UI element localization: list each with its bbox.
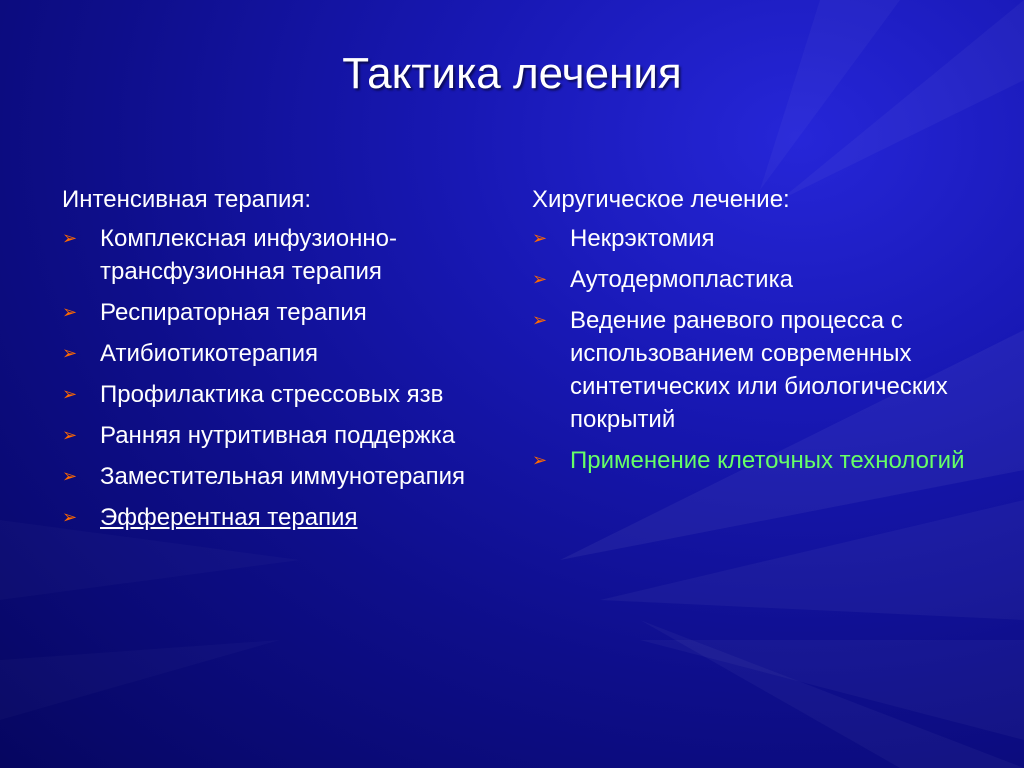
list-item-text: Аутодермопластика bbox=[570, 266, 793, 293]
arrow-bullet-icon: ➢ bbox=[532, 450, 548, 470]
arrow-bullet-icon: ➢ bbox=[532, 310, 548, 330]
slide-title: Тактика лечения bbox=[342, 49, 682, 98]
list-item-text: Ранняя нутритивная поддержка bbox=[100, 422, 456, 449]
right-list bbox=[532, 222, 982, 477]
list-item bbox=[62, 337, 482, 370]
arrow-bullet-icon: ➢ bbox=[62, 384, 78, 404]
right-heading: Хиругическое лечение: bbox=[532, 186, 790, 213]
arrow-bullet-icon: ➢ bbox=[62, 343, 78, 363]
left-list bbox=[62, 222, 482, 534]
arrow-bullet-icon: ➢ bbox=[532, 269, 548, 289]
list-item-text: Некрэктомия bbox=[570, 225, 715, 252]
list-item-text: Эфферентная терапия bbox=[100, 504, 358, 531]
list-item bbox=[62, 501, 482, 534]
list-item bbox=[62, 378, 482, 411]
arrow-bullet-icon: ➢ bbox=[62, 228, 78, 248]
left-column bbox=[62, 182, 482, 542]
list-item bbox=[62, 296, 482, 329]
arrow-bullet-icon: ➢ bbox=[62, 302, 78, 322]
list-item-text: Заместительная иммунотерапия bbox=[100, 463, 466, 490]
arrow-bullet-icon: ➢ bbox=[62, 425, 78, 445]
left-heading: Интенсивная терапия: bbox=[62, 186, 312, 213]
list-item bbox=[62, 222, 482, 288]
list-item-text: Ведение раневого процесса с использованием современных синтетических или биологических покрытий bbox=[570, 307, 948, 433]
list-item bbox=[532, 444, 982, 477]
list-item bbox=[62, 460, 482, 493]
list-item-text: Применение клеточных технологий bbox=[570, 447, 965, 474]
list-item bbox=[532, 304, 982, 436]
list-item bbox=[532, 263, 982, 296]
arrow-bullet-icon: ➢ bbox=[62, 466, 78, 486]
list-item bbox=[532, 222, 982, 255]
list-item-text: Респираторная терапия bbox=[100, 299, 367, 326]
list-item-text: Профилактика стрессовых язв bbox=[100, 381, 444, 408]
arrow-bullet-icon: ➢ bbox=[62, 507, 78, 527]
list-item bbox=[62, 419, 482, 452]
list-item-text: Атибиотикотерапия bbox=[100, 340, 319, 367]
list-item-text: Комплексная инфузионно-трансфузионная терапия bbox=[100, 225, 397, 285]
arrow-bullet-icon: ➢ bbox=[532, 228, 548, 248]
right-column bbox=[532, 182, 982, 485]
